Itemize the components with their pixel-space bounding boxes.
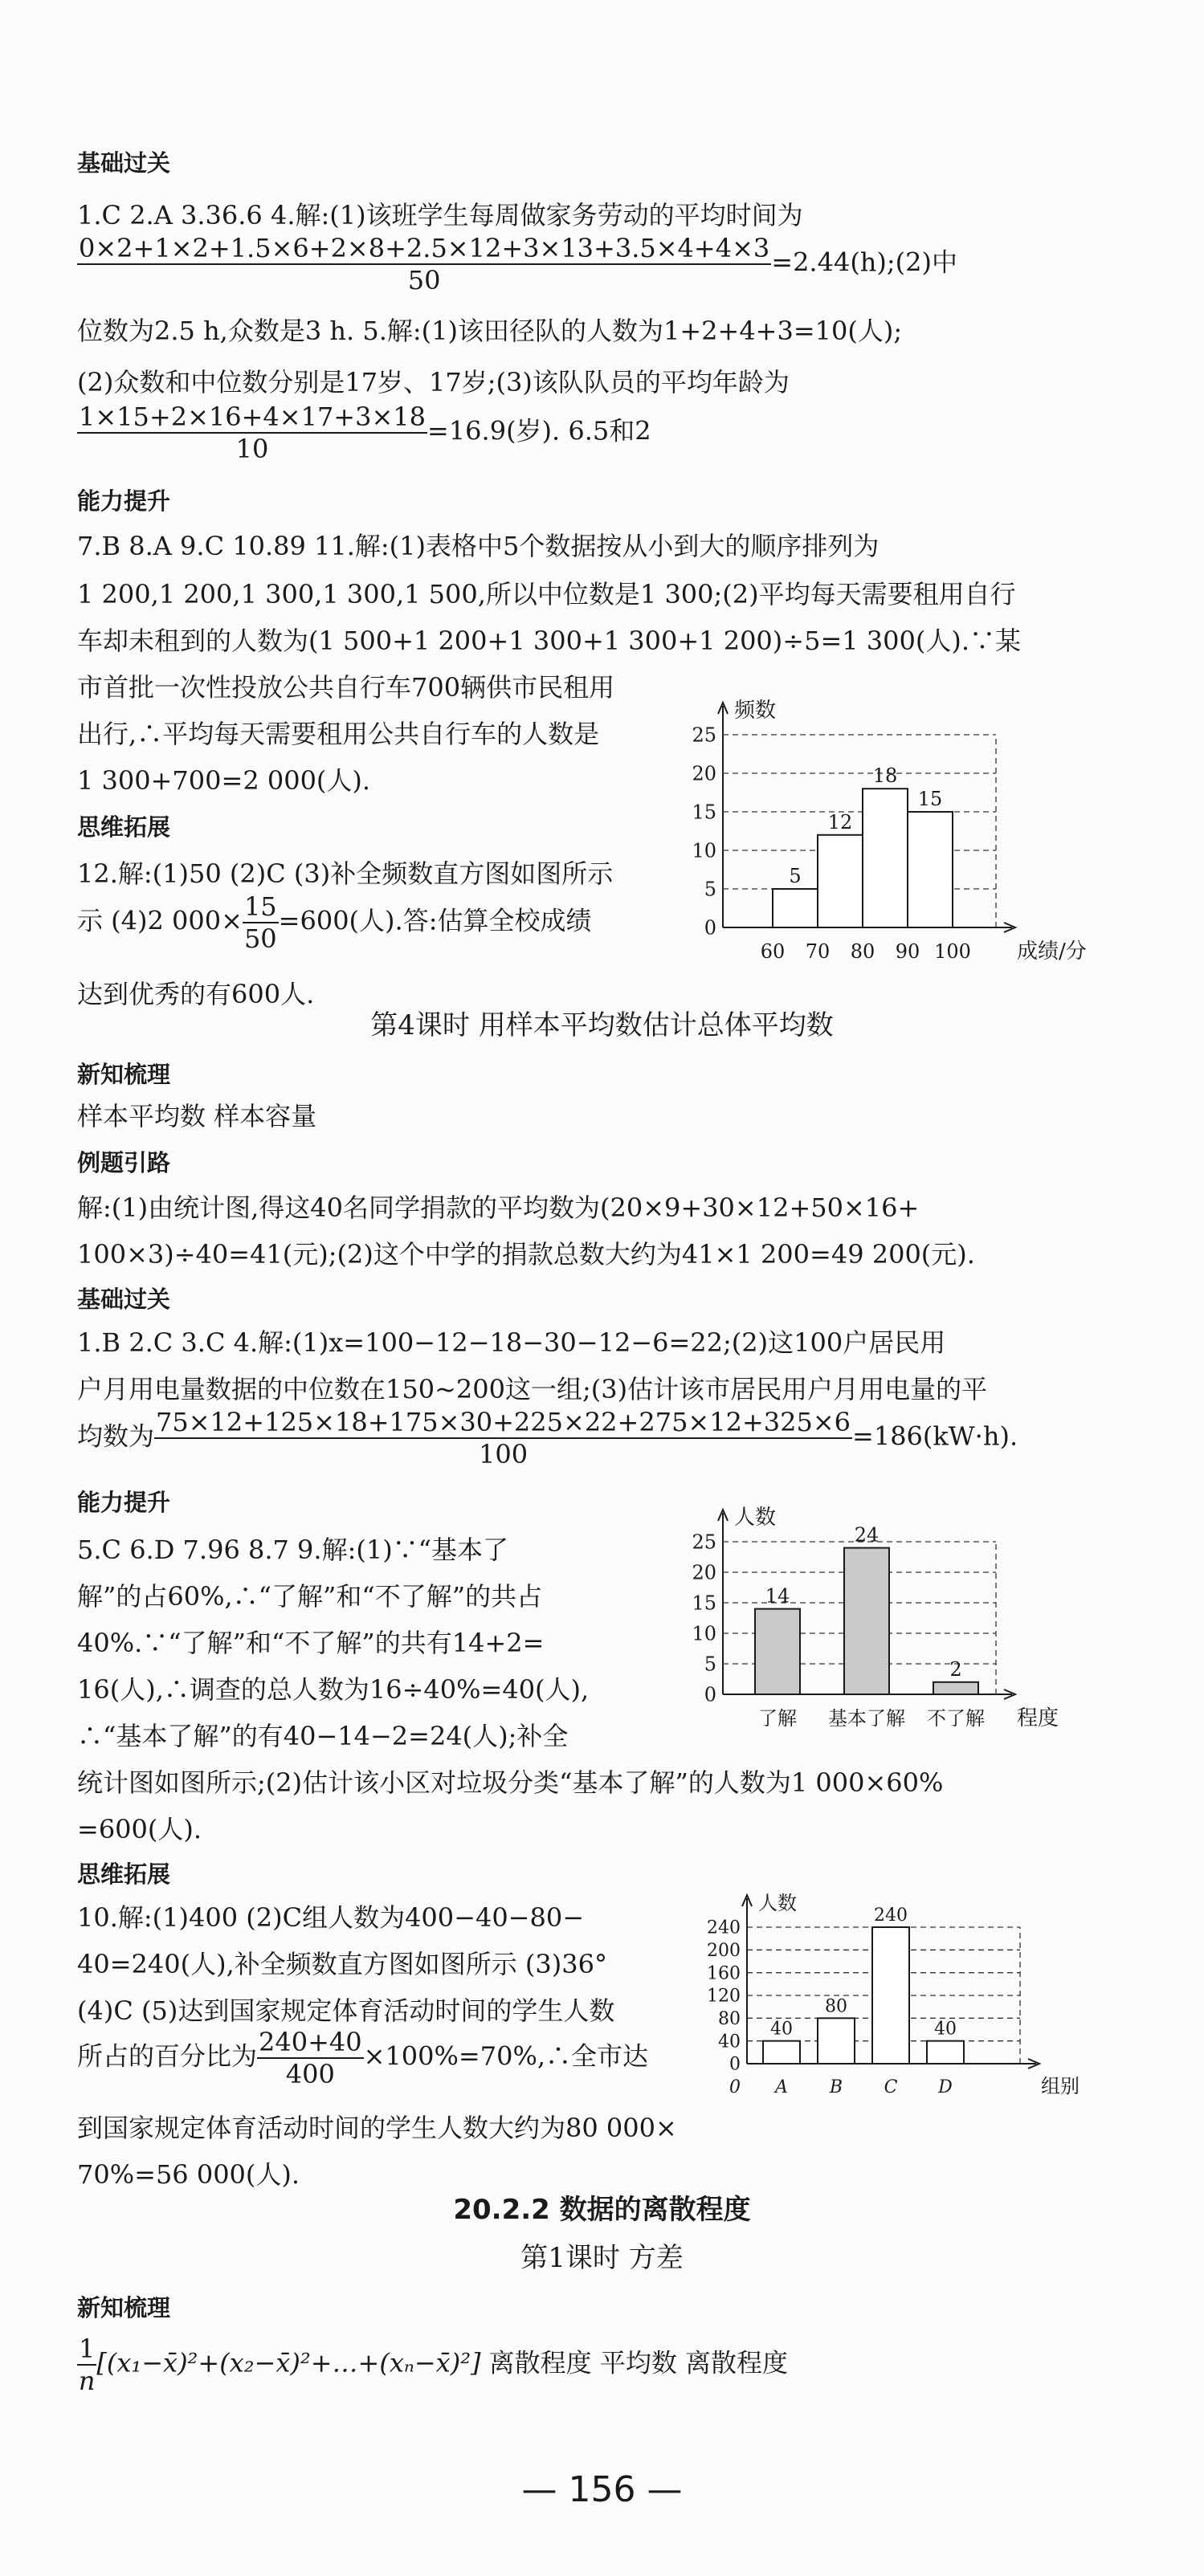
text-line: 位数为2.5 h,众数是3 h. 5.解:(1)该田径队的人数为1+2+4+3=10(人); <box>77 316 903 346</box>
y-tick-label: 20 <box>692 762 716 785</box>
fraction: $\frac{1\times 15+2\times 16+4\times 17+3\times 18}{10}$ <box>79 401 426 464</box>
fraction-line: $\frac{1\times 15+2\times 16+4\times 17+3\times 18}{10}$ =16.9(岁). 6.5和2 <box>79 401 651 464</box>
text-line: 40%.∵“了解”和“不了解”的共有14+2= <box>77 1628 545 1658</box>
y-axis-label: 人数 <box>734 1506 777 1530</box>
bar <box>773 889 818 927</box>
data-label: 18 <box>872 764 898 788</box>
heading-new: 新知梳理 <box>77 2294 171 2321</box>
data-label: 14 <box>765 1584 790 1608</box>
y-tick-label: 20 <box>692 1561 716 1584</box>
x-tick-label: 不了解 <box>927 1707 985 1730</box>
bar <box>927 2041 964 2064</box>
data-label: 40 <box>770 2019 793 2040</box>
heading-example: 例题引路 <box>77 1149 171 1176</box>
bar <box>908 812 953 927</box>
x-axis-label: 成绩/分 <box>1017 940 1087 964</box>
y-tick-label: 10 <box>692 1622 716 1645</box>
x-tick-label: 60 <box>760 940 786 963</box>
text-line: 10.解:(1)400 (2)C组人数为400−40−80− <box>77 1902 585 1933</box>
text-line: 市首批一次性投放公共自行车700辆供市民租用 <box>77 672 615 703</box>
heading-ability: 能力提升 <box>77 487 171 515</box>
x-tick-label: 基本了解 <box>828 1707 905 1730</box>
text-line: (4)C (5)达到国家规定体育活动时间的学生人数 <box>77 1995 615 2026</box>
y-tick-label: 0 <box>729 2054 741 2075</box>
fraction: $\frac{240+40}{400}$ <box>259 2027 362 2089</box>
bar <box>933 1682 978 1694</box>
lesson-title: 第4课时 用样本平均数估计总体平均数 <box>370 1009 834 1041</box>
heading-new: 新知梳理 <box>77 1061 171 1088</box>
bar <box>755 1609 800 1694</box>
fraction: $\frac{15}{50}$ <box>243 891 277 954</box>
heading-basic: 基础过关 <box>77 149 171 177</box>
heading-basic: 基础过关 <box>77 1286 171 1313</box>
chart-histogram-groups <box>707 1879 1080 2112</box>
fraction-line: 所占的百分比为 $\frac{240+40}{400}$ ×100%=70%,∴全市达 <box>77 2027 649 2089</box>
text-line: 7.B 8.A 9.C 10.89 11.解:(1)表格中5个数据按从小到大的顺序排列为 <box>77 531 880 561</box>
text-line: ∴“基本了解”的有40−14−2=24(人);补全 <box>77 1721 569 1751</box>
x-tick-label: 了解 <box>758 1707 797 1730</box>
y-tick-label: 200 <box>707 1941 741 1962</box>
data-label: 24 <box>854 1523 880 1547</box>
section-title: 20.2.2 数据的离散程度 <box>453 2194 751 2226</box>
text-line: 16(人),∴调查的总人数为16÷40%=40(人), <box>77 1674 590 1705</box>
y-tick-label: 25 <box>692 1531 716 1554</box>
heading-ability: 能力提升 <box>77 1489 171 1516</box>
x-axis-label: 程度 <box>1017 1706 1059 1730</box>
text-line: 12.解:(1)50 (2)C (3)补全频数直方图如图所示 <box>77 858 614 889</box>
fraction-line: 示 (4)2 000× $\frac{15}{50}$ =600(人).答:估算全校成绩 <box>77 891 592 954</box>
y-tick-label: 25 <box>692 723 716 747</box>
heading-expand: 思维拓展 <box>77 813 171 841</box>
y-tick-label: 10 <box>692 839 716 862</box>
text-line: 到国家规定体育活动时间的学生人数大约为80 000× <box>77 2113 677 2143</box>
x-tick-label: C <box>884 2077 898 2097</box>
bar <box>863 789 908 927</box>
text-line: 100×3)÷40=41(元);(2)这个中学的捐款总数大约为41×1 200=49 200(元). <box>77 1239 975 1270</box>
heading-expand: 思维拓展 <box>77 1861 171 1888</box>
data-label: 80 <box>825 1996 847 2017</box>
text-line: 户月用电量数据的中位数在150~200这一组;(3)估计该市居民用户月用电量的平 <box>77 1374 988 1404</box>
x-tick-label: 70 <box>805 940 831 963</box>
text-line: 样本平均数 样本容量 <box>77 1101 317 1131</box>
bar <box>763 2041 800 2064</box>
x-tick-label: 100 <box>934 940 971 963</box>
text-line: 1.C 2.A 3.36.6 4.解:(1)该班学生每周做家务劳动的平均时间为 <box>77 200 803 230</box>
fraction-line: $\frac{0\times 2+1\times 2+1.5\times 6+2\times 8+2.5\times 12+3\times 13+3.5\times 4+4\times 3}{50}$ =2.44(h);(2)中 <box>79 233 958 296</box>
text-line: 1 300+700=2 000(人). <box>77 765 371 796</box>
x-tick-label: D <box>938 2077 953 2097</box>
lesson-title: 第1课时 方差 <box>520 2242 684 2274</box>
text-line: =600(人). <box>77 1814 202 1844</box>
text-line: 5.C 6.D 7.96 8.7 9.解:(1)∵“基本了 <box>77 1535 509 1565</box>
x-tick-label: B <box>829 2077 843 2097</box>
y-tick-label: 40 <box>718 2032 741 2052</box>
y-tick-label: 5 <box>704 1653 716 1676</box>
data-label: 240 <box>874 1906 908 1926</box>
y-tick-label: 0 <box>704 916 716 940</box>
text-line: 达到优秀的有600人. <box>77 979 315 1009</box>
data-label: 40 <box>934 2019 957 2040</box>
fraction-line: 均数为 $\frac{75\times 12+125\times 18+175\times 30+225\times 22+275\times 12+325\times 6}{100}$ =186(kW·h). <box>77 1407 1018 1469</box>
data-label: 12 <box>827 810 853 834</box>
text-line: 1 200,1 200,1 300,1 300,1 500,所以中位数是1 300;(2)平均每天需要租用自行 <box>77 579 1016 609</box>
text-line: 解:(1)由统计图,得这40名同学捐款的平均数为(20×9+30×12+50×16+ <box>77 1192 920 1223</box>
y-tick-label: 120 <box>707 1986 741 2007</box>
y-tick-label: 160 <box>707 1963 741 1984</box>
y-tick-label: 80 <box>718 2009 741 2030</box>
chart-bar-awareness <box>675 1506 1060 1751</box>
fraction: $\frac{1}{n}$ <box>78 2333 96 2396</box>
variance-formula: [(x₁−x̄)²+(x₂−x̄)²+…+(xₙ−x̄)²] <box>96 2347 481 2378</box>
bar <box>844 1548 889 1694</box>
x-tick-label: 80 <box>850 940 875 963</box>
text-line: 车却未租到的人数为(1 500+1 200+1 300+1 300+1 200)÷5=1 300(人).∵某 <box>77 626 1022 656</box>
page-number: — 156 — <box>521 2469 683 2510</box>
variance-terms: 离散程度 平均数 离散程度 <box>488 2347 789 2378</box>
fraction: $\frac{75\times 12+125\times 18+175\times 30+225\times 22+275\times 12+325\times 6}{100}$ <box>156 1407 851 1469</box>
y-tick-label: 240 <box>707 1918 741 1938</box>
y-axis-label: 人数 <box>758 1892 797 1914</box>
text-line: 统计图如图所示;(2)估计该小区对垃圾分类“基本了解”的人数为1 000×60% <box>77 1767 944 1798</box>
data-label: 2 <box>949 1657 962 1681</box>
x-tick-label: A <box>775 2077 788 2097</box>
y-axis-label: 频数 <box>734 699 777 723</box>
text-line: 解”的占60%,∴“了解”和“不了解”的共占 <box>77 1581 543 1612</box>
chart-histogram-scores <box>675 675 1087 988</box>
fraction: $\frac{0\times 2+1\times 2+1.5\times 6+2\times 8+2.5\times 12+3\times 13+3.5\times 4+4\times 3}{50}$ <box>79 233 770 296</box>
text-line: (2)众数和中位数分别是17岁、17岁;(3)该队队员的平均年龄为 <box>77 367 790 397</box>
variance-formula-line <box>77 2333 788 2396</box>
origin-label: 0 <box>729 2077 741 2097</box>
text-line: 40=240(人),补全频数直方图如图所示 (3)36° <box>77 1949 607 1979</box>
y-tick-label: 15 <box>692 801 716 824</box>
y-tick-label: 15 <box>692 1592 716 1615</box>
y-tick-label: 0 <box>704 1683 716 1706</box>
x-axis-label: 组别 <box>1041 2075 1080 2097</box>
data-label: 15 <box>917 788 943 810</box>
y-tick-label: 5 <box>704 878 716 901</box>
bar <box>872 1927 909 2064</box>
data-label: 5 <box>789 865 802 887</box>
text-line: 出行,∴平均每天需要租用公共自行车的人数是 <box>77 719 600 749</box>
text-line: 1.B 2.C 3.C 4.解:(1)x=100−12−18−30−12−6=22;(2)这100户居民用 <box>77 1327 946 1358</box>
bar <box>818 835 863 927</box>
text-line: 70%=56 000(人). <box>77 2159 300 2190</box>
bar <box>818 2018 855 2064</box>
x-tick-label: 90 <box>895 940 920 963</box>
